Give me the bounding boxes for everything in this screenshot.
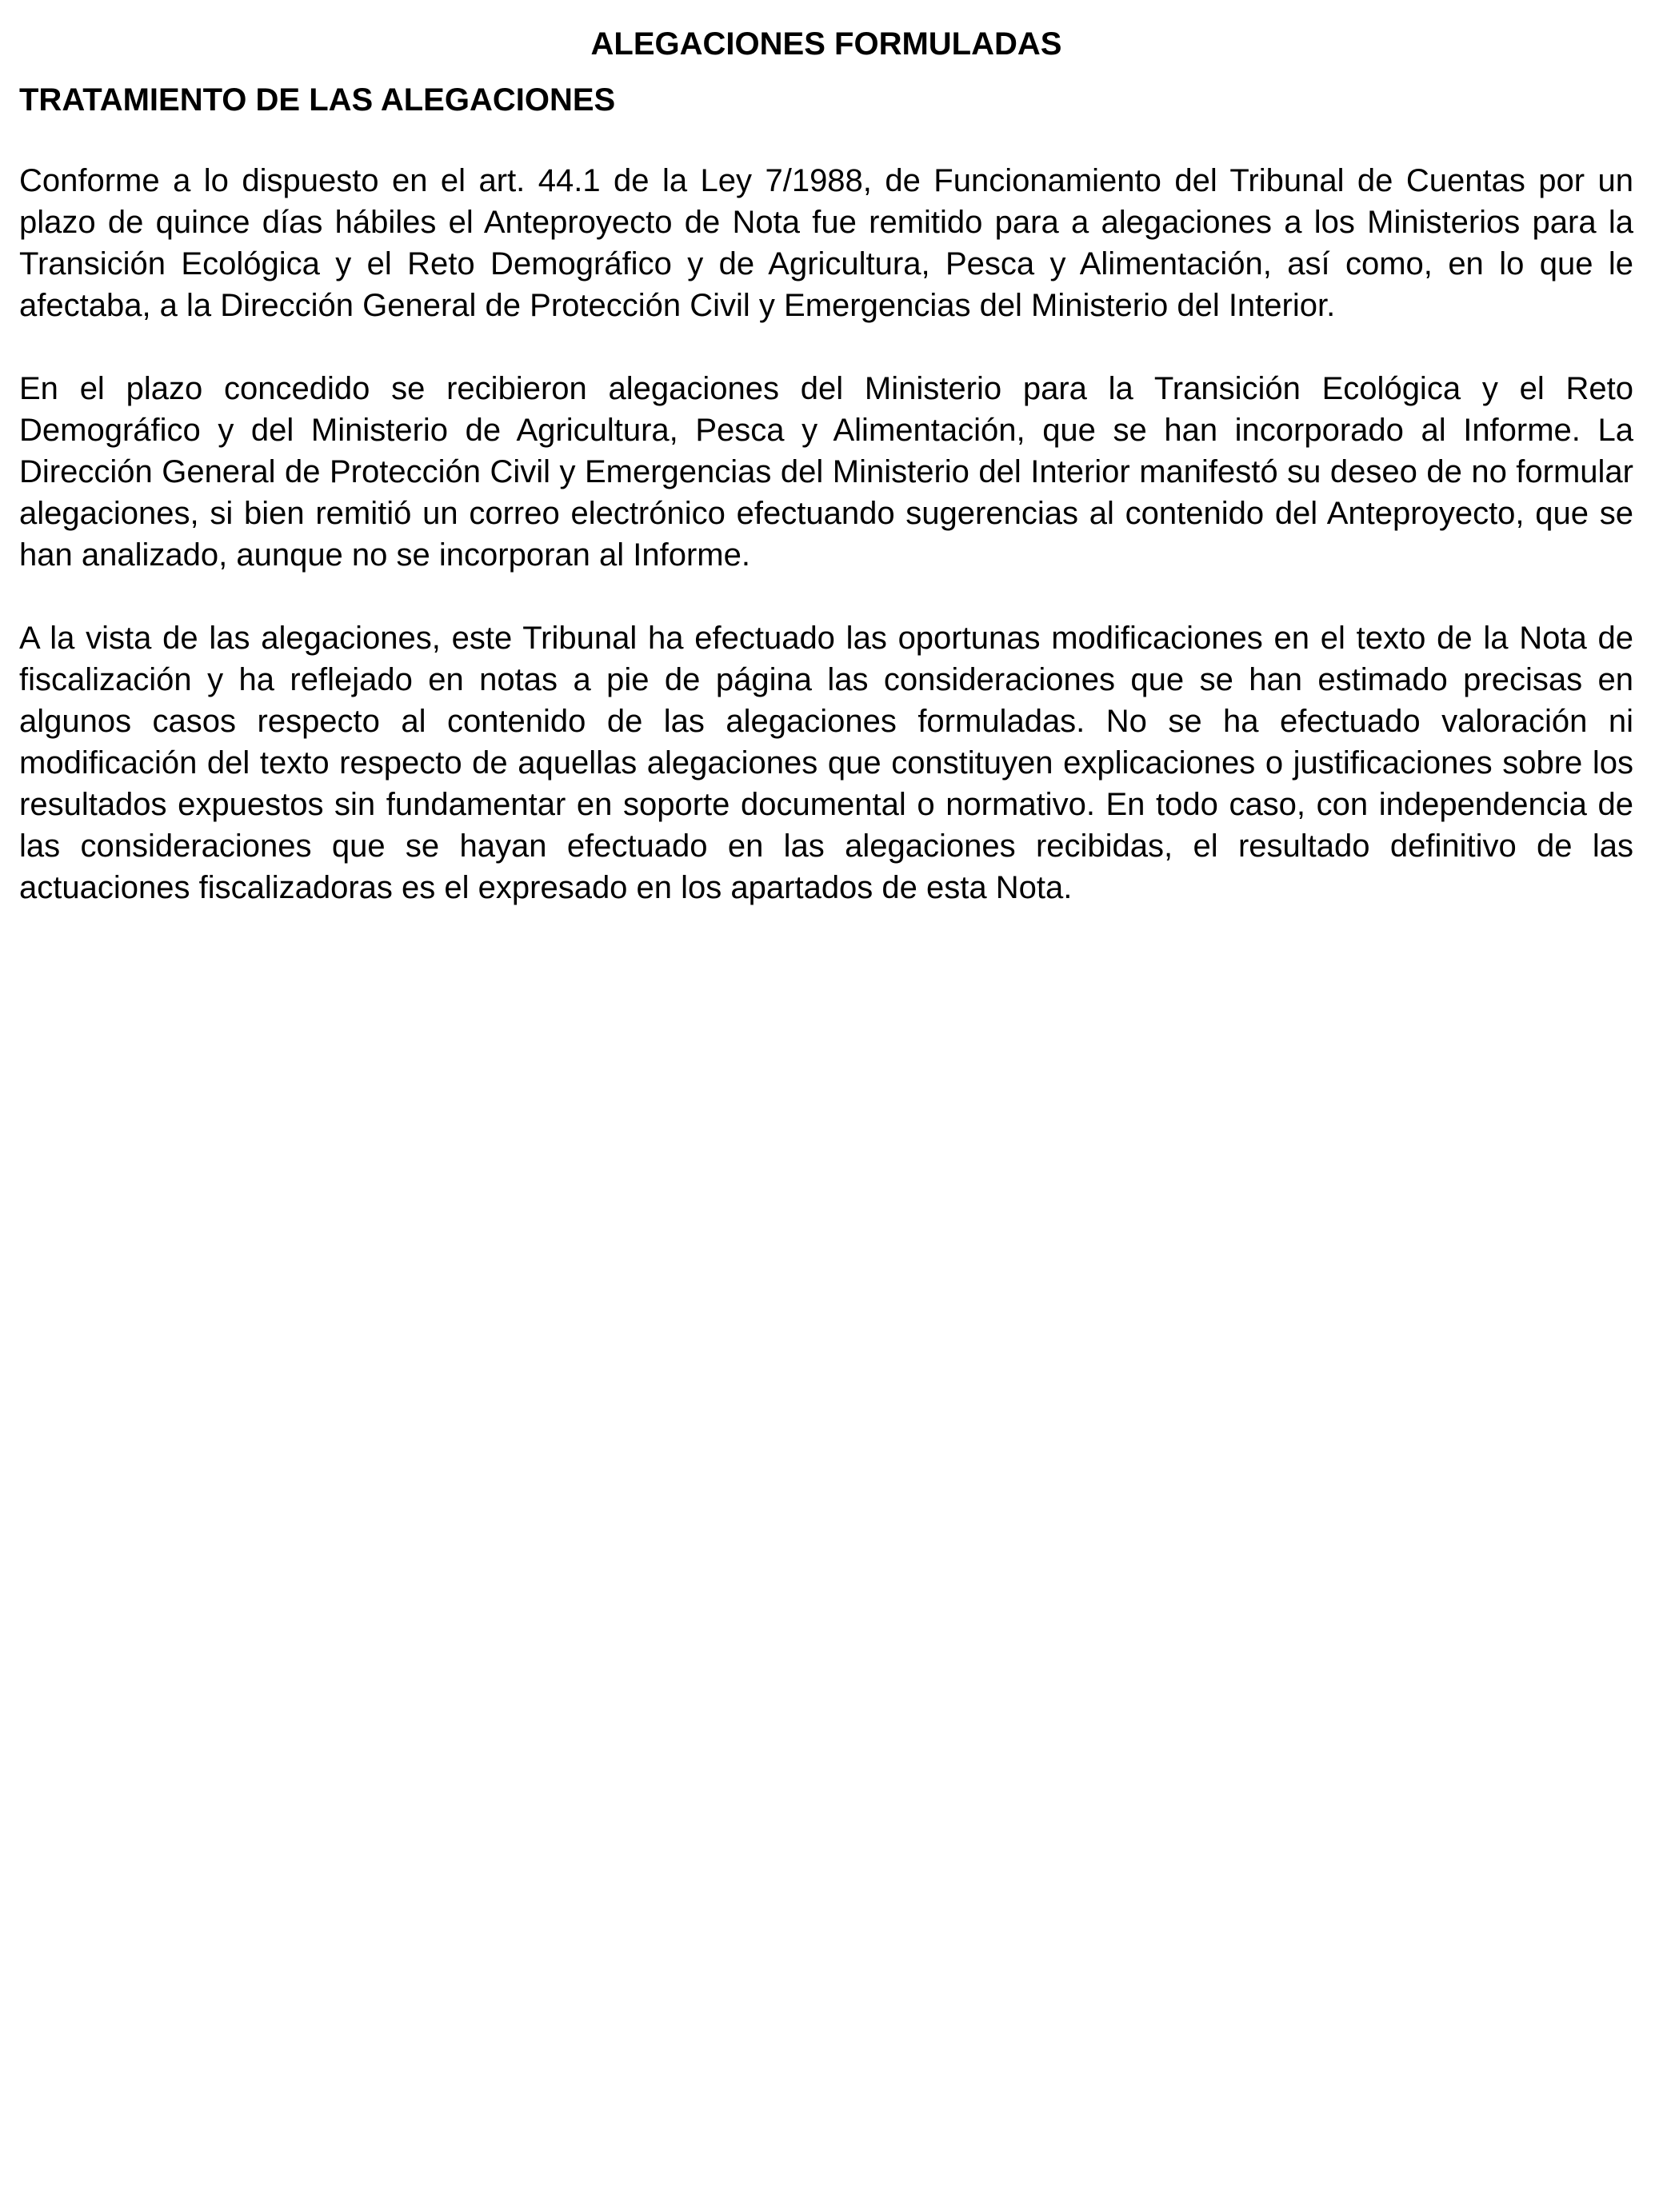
paragraph-tribunal-response: A la vista de las alegaciones, este Tribunal ha efectuado las oportunas modificaciones en el texto de la Nota de fiscalización y ha reflejado en notas a pie de página las consideraciones que se han estimado precisas en algunos casos respecto al contenido de las alegaciones formuladas. No se ha efectuado valoración ni modificación del texto respecto de aquellas alegaciones que constituyen explicaciones o justificaciones sobre los resultados expuestos sin fundamentar en soporte documental o normativo. En todo caso, con independencia de las consideraciones que se hayan efectuado en las alegaciones recibidas, el resultado definitivo de las actuaciones fiscalizadoras es el expresado en los apartados de esta Nota.	[19, 621, 1633, 905]
document-title: ALEGACIONES FORMULADAS	[590, 26, 1062, 62]
document-page	[19, 19, 1633, 908]
paragraph-received-allegations: En el plazo concedido se recibieron alegaciones del Ministerio para la Transición Ecológica y el Reto Demográfico y del Ministerio de Agricultura, Pesca y Alimentación, que se han incorporado al Informe. La Dirección General de Protección Civil y Emergencias del Ministerio del Interior manifestó su deseo de no formular alegaciones, si bien remitió un correo electrónico efectuando sugerencias al contenido del Anteproyecto, que se han analizado, aunque no se incorporan al Informe.	[19, 371, 1633, 573]
paragraph-procedure: Conforme a lo dispuesto en el art. 44.1 de la Ley 7/1988, de Funcionamiento del Tribunal de Cuentas por un plazo de quince días hábiles el Anteproyecto de Nota fue remitido para a alegaciones a los Ministerios para la Transición Ecológica y el Reto Demográfico y de Agricultura, Pesca y Alimentación, así como, en lo que le afectaba, a la Dirección General de Protección Civil y Emergencias del Ministerio del Interior.	[19, 163, 1633, 323]
section-heading: TRATAMIENTO DE LAS ALEGACIONES	[19, 82, 616, 118]
